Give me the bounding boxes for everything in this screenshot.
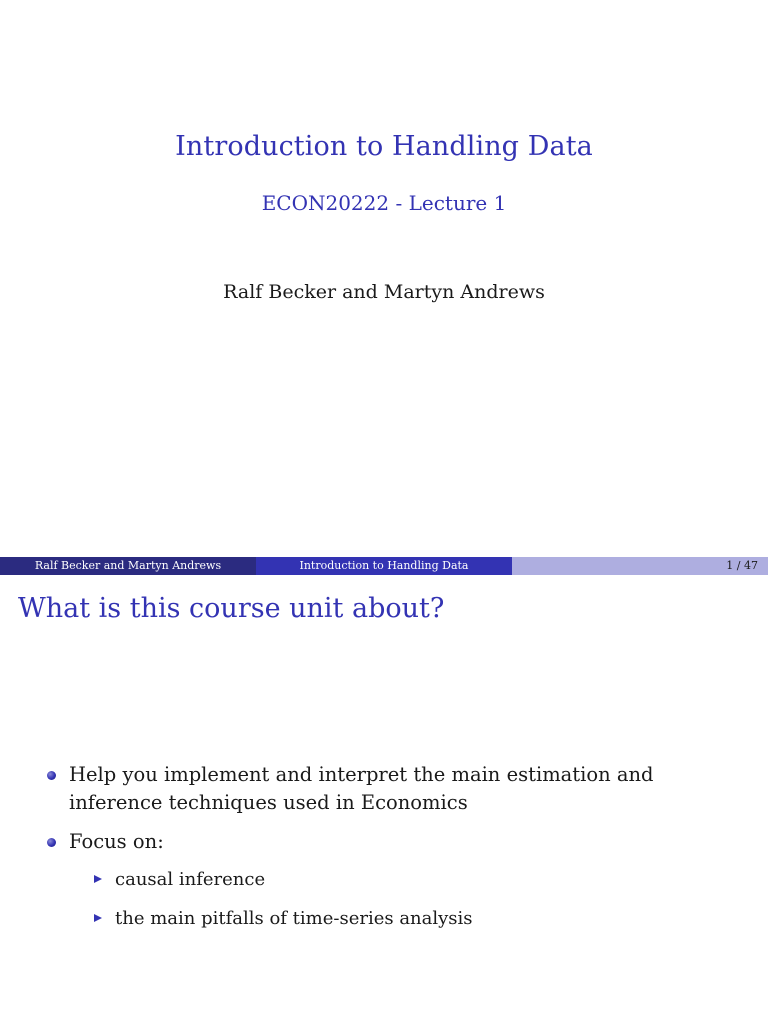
bullet-ball-icon: [47, 838, 56, 847]
sub-bullet-list: [0, 867, 768, 932]
footline-title: Introduction to Handling Data: [256, 557, 512, 575]
bullet-ball-icon: [47, 771, 56, 780]
content-slide: [0, 575, 768, 1024]
sub-bullet-text: causal inference: [115, 869, 266, 890]
sub-bullet-item: [0, 867, 768, 893]
frame-title: What is this course unit about?: [18, 593, 445, 624]
bullet-list: [0, 761, 768, 945]
triangle-bullet-icon: [94, 914, 102, 922]
triangle-bullet-icon: [94, 875, 102, 883]
footline-author: Ralf Becker and Martyn Andrews: [0, 557, 256, 575]
bullet-text: Help you implement and interpret the main estimation and inference techniques used in Economics: [69, 763, 654, 814]
presentation-title: Introduction to Handling Data: [175, 131, 593, 162]
sub-bullet-text: the main pitfalls of time-series analysis: [115, 908, 473, 929]
footline-page-number: 1 / 47: [512, 557, 768, 575]
sub-bullet-item: [0, 906, 768, 932]
presentation-subtitle: ECON20222 - Lecture 1: [261, 191, 507, 215]
bullet-item: [0, 828, 768, 856]
bullet-item: [0, 761, 768, 817]
slide-footline: [0, 557, 768, 575]
bullet-text: Focus on:: [69, 830, 164, 853]
presentation-authors: Ralf Becker and Martyn Andrews: [223, 281, 545, 303]
